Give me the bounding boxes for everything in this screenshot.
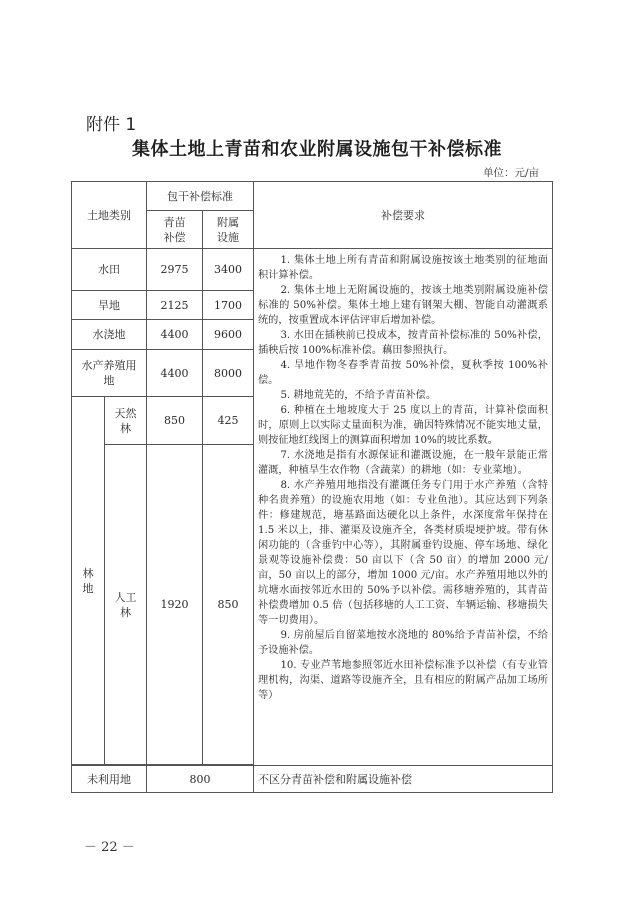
header-land-type: 土地类别: [72, 182, 147, 249]
facility-value-cell: 9600: [203, 320, 254, 350]
header-facility-compensation: [203, 211, 254, 249]
requirement-item: 1. 集体土地上所有青苗和附属设施按该土地类别的征地面积计算补偿。: [258, 255, 548, 281]
land-type-cell: 旱地: [72, 291, 147, 320]
crop-value-cell: 850: [147, 397, 203, 445]
header-crop-compensation: [147, 211, 203, 249]
table-row: [72, 249, 553, 291]
land-type-cell: 水田: [72, 249, 147, 291]
requirement-item: 8. 水产养殖用地指没有灌溉任务专门用于水产养殖（含特种名贵养殖）的设施农用地（如：专业鱼池）。其应达到下列条件：修建规范，塘基路面达硬化以上条件，水深度常年保持在 1.5 米以上，排、灌渠及设施齐全，各类材质堤埂护坡。带有休闲功能的（含垂钓中心等），其附属垂钓设施、停车场地、绿化景观等设施补偿费：50 亩以下（含 50 亩）的增加 2000 元/亩，50 亩以上的部分，增加 1000 元/亩。水产养殖用地以外的坑塘水面按邻近水田的 50%予以补偿。需移塘养殖的，其青苗补偿费增加 0.5 倍（包括移塘的人工工资、车辆运输、移塘损失等一切费用）。: [258, 480, 548, 626]
requirement-item: 10. 专业芦苇地参照邻近水田补偿标准予以补偿（有专业管理机构，沟渠、道路等设施齐全，且有相应的附属产品加工场所等）: [258, 660, 548, 701]
facility-value-cell: 850: [203, 445, 254, 765]
requirement-item: 5. 耕地荒芜的，不给予青苗补偿。: [280, 390, 437, 401]
requirements-cell: [254, 249, 553, 766]
combined-value-cell: 800: [147, 766, 254, 793]
forest-group-cell: 林地: [72, 397, 105, 765]
requirement-item: 2. 集体土地上无附属设施的，按该土地类别附属设施补偿标准的 50%补偿。集体土地上建有钢架大棚、智能自动灌溉系统的，按重置成本评估评审后增加补偿。: [258, 285, 548, 326]
requirement-item: 6. 种植在土地坡度大于 25 度以上的青苗，计算补偿面积时，原则上以实际丈量面积为准，确因特殊情况不能实地丈量，则按征地红线图上的测算面积增加 10%的坡比系数。: [258, 405, 548, 446]
land-type-cell: 天然林: [105, 397, 147, 445]
land-type-cell: 人工林: [105, 445, 147, 765]
unit-label: 单位：元/亩: [482, 167, 539, 179]
crop-value-cell: 2125: [147, 291, 203, 320]
page-number: － 22 －: [84, 840, 135, 855]
table-row: [72, 766, 553, 793]
requirement-item: 4. 旱地作物冬春季青苗按 50%补偿，夏秋季按 100%补偿。: [258, 360, 548, 386]
crop-value-cell: 4400: [147, 320, 203, 350]
requirement-cell: 不区分青苗补偿和附属设施补偿: [254, 766, 553, 793]
crop-value-cell: 1920: [147, 445, 203, 765]
requirement-item: 7. 水浇地是指有水源保证和灌溉设施，在一般年景能正常灌溉，种植旱生农作物（含蔬菜）的耕地（如：专业菜地）。: [258, 450, 548, 476]
land-type-cell: 水浇地: [72, 320, 147, 350]
requirement-item: 9. 房前屋后自留菜地按水浇地的 80%给予青苗补偿，不给予设施补偿。: [258, 630, 548, 656]
facility-value-cell: 425: [203, 397, 254, 445]
land-type-cell: 水产养殖用地: [72, 350, 147, 397]
header-facility-compensation-text: 附属 设施: [217, 215, 239, 244]
crop-value-cell: 2975: [147, 249, 203, 291]
attachment-label: 附件 1: [86, 115, 137, 135]
compensation-standard-table: [71, 181, 553, 793]
header-requirements: 补偿要求: [254, 182, 553, 249]
land-type-cell: 未利用地: [72, 766, 147, 793]
requirement-item: 3. 水田在插秧前已投成本，按青苗补偿标准的 50%补偿，插秧后按 100%标准补偿。藕田参照执行。: [258, 330, 548, 356]
facility-value-cell: 8000: [203, 350, 254, 397]
header-crop-compensation-text: 青苗 补偿: [163, 215, 186, 244]
facility-value-cell: 3400: [203, 249, 254, 291]
header-standard-group: 包干补偿标准: [147, 182, 254, 211]
crop-value-cell: 4400: [147, 350, 203, 397]
facility-value-cell: 1700: [203, 291, 254, 320]
document-title: 集体土地上青苗和农业附属设施包干补偿标准: [132, 139, 502, 160]
